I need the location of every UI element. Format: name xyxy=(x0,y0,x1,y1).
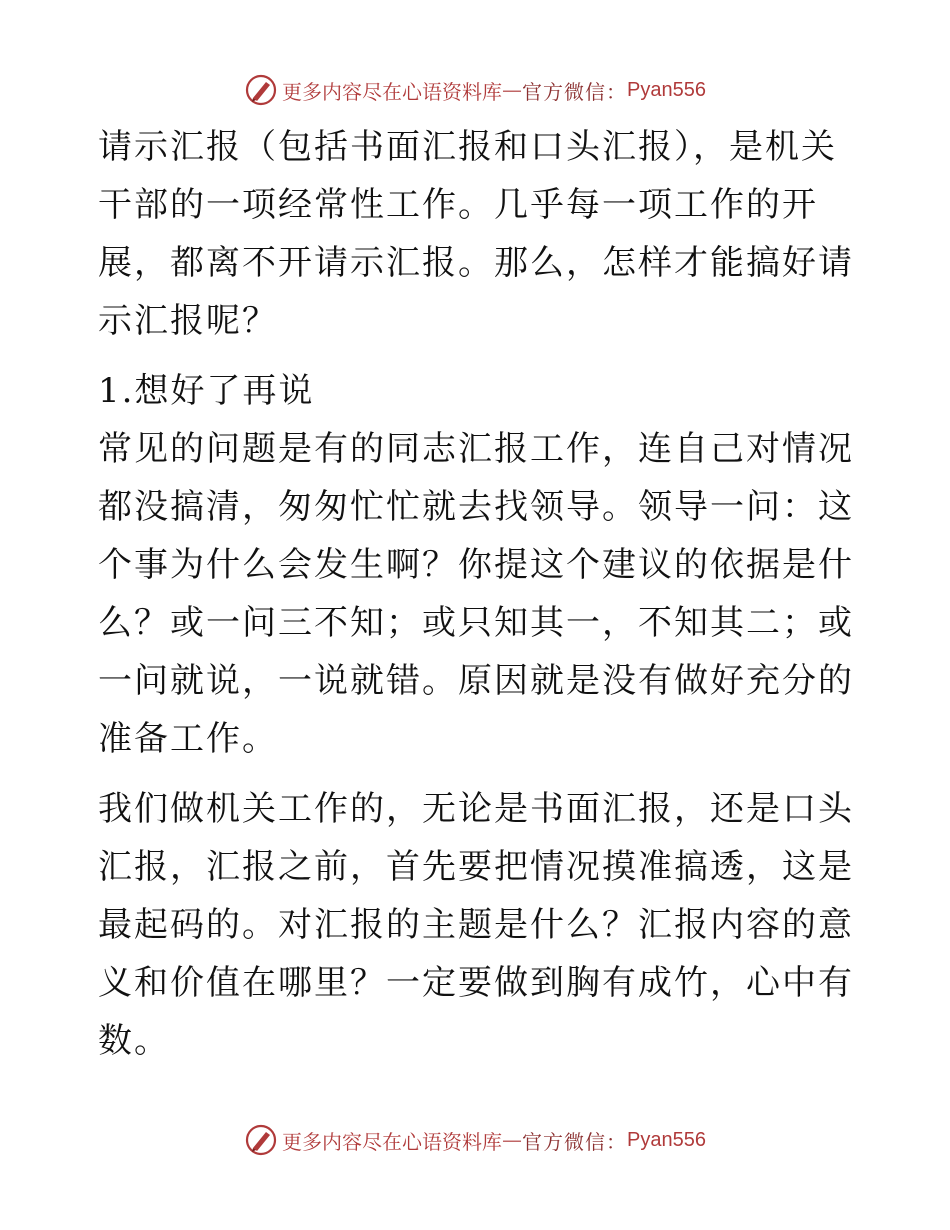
banner-wechat-label: 官方微信： xyxy=(522,79,628,104)
banner-brand: 更多内容尽在心语资料库 xyxy=(282,1129,503,1154)
footer-banner xyxy=(0,1120,950,1160)
banner-wechat-id: Pyan556 xyxy=(627,78,706,101)
banner-brand: 更多内容尽在心语资料库 xyxy=(282,79,503,104)
pen-logo-icon xyxy=(244,73,278,107)
pen-logo-icon xyxy=(244,1123,278,1157)
body-paragraph-2: 我们做机关工作的，无论是书面汇报，还是口头汇报，汇报之前，首先要把情况摸准搞透，这是最起码的。对汇报的主题是什么？汇报内容的意义和价值在哪里？一定要做到胸有成竹，心中有数。 xyxy=(98,789,854,1061)
body-paragraph-1: 常见的问题是有的同志汇报工作，连自己对情况都没搞清，匆匆忙忙就去找领导。领导一问：这个事为什么会发生啊？你提这个建议的依据是什么？或一问三不知；或只知其一，不知其二；或一问就说，一说就错。原因就是没有做好充分的准备工作。 xyxy=(98,429,854,759)
intro-paragraph: 请示汇报（包括书面汇报和口头汇报），是机关干部的一项经常性工作。几乎每一项工作的开展，都离不开请示汇报。那么，怎样才能搞好请示汇报呢？ xyxy=(98,127,854,341)
banner-wechat-id: Pyan556 xyxy=(627,1128,706,1151)
banner-dash: — xyxy=(502,78,523,102)
article-body xyxy=(98,118,858,1070)
banner-dash: — xyxy=(502,1128,523,1152)
header-banner xyxy=(0,70,950,110)
section-heading: 1.想好了再说 xyxy=(98,371,315,411)
banner-wechat-label: 官方微信： xyxy=(522,1129,628,1154)
